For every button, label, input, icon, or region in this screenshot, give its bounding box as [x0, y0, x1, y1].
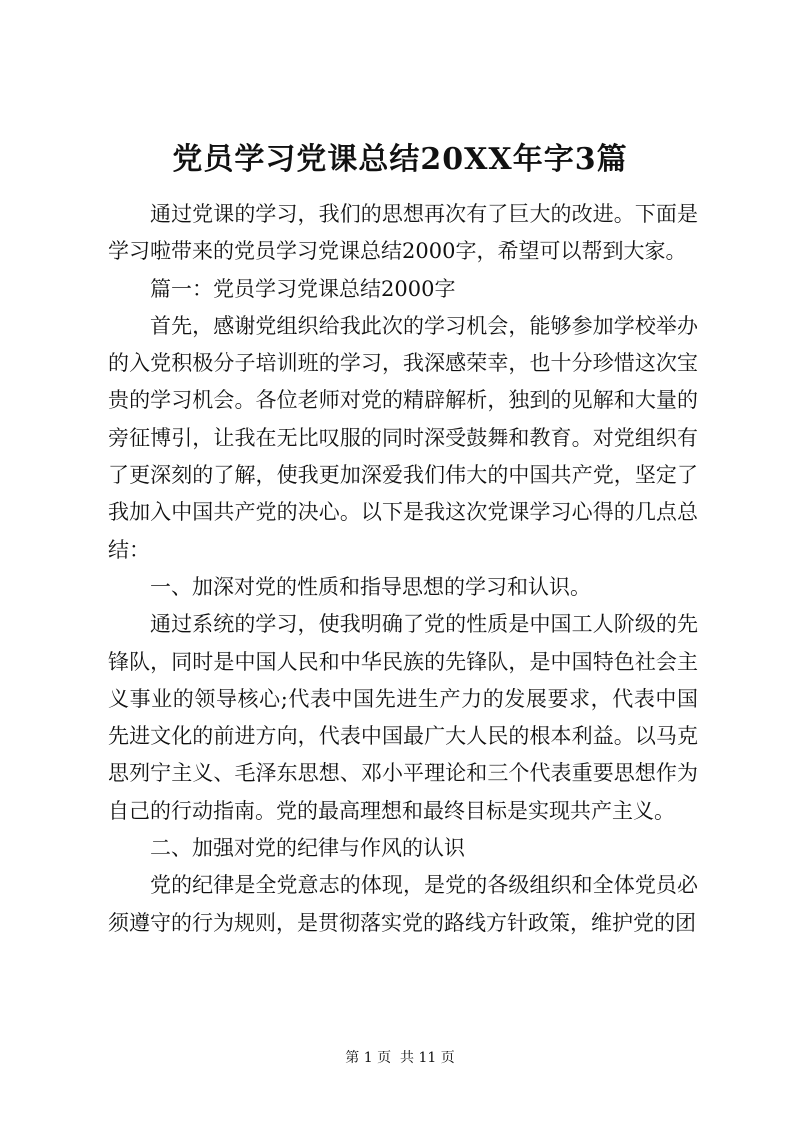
paragraph-intro: 通过党课的学习，我们的思想再次有了巨大的改进。下面是学习啦带来的党员学习党课总结2000字，希望可以帮到大家。: [108, 202, 698, 264]
paragraph-party-nature: 通过系统的学习，使我明确了党的性质是中国工人阶级的先锋队，同时是中国人民和中华民族的先锋队，是中国特色社会主义事业的领导核心;代表中国先进生产力的发展要求，代表中国先进文化的前进方向，代表中国最广大人民的根本利益。以马克思列宁主义、毛泽东思想、邓小平理论和三个代表重要思想作为自己的行动指南。党的最高理想和最终目标是实现共产主义。: [108, 612, 698, 823]
document-body: [108, 196, 698, 942]
document-title: 党员学习党课总结20XX年字3篇: [172, 142, 628, 177]
page-number: 第 1 页 共 11 页: [345, 1050, 455, 1066]
paragraph-heading-2: 二、加强对党的纪律与作风的认识: [150, 836, 465, 861]
paragraph-opening: 首先，感谢党组织给我此次的学习机会，能够参加学校举办的入党积极分子培训班的学习，我深感荣幸，也十分珍惜这次宝贵的学习机会。各位老师对党的精辟解析，独到的见解和大量的旁征博引，让我在无比叹服的同时深受鼓舞和教育。对党组织有了更深刻的了解，使我更加深爱我们伟大的中国共产党，坚定了我加入中国共产党的决心。以下是我这次党课学习心得的几点总结：: [108, 313, 698, 562]
page-footer: [0, 1048, 800, 1068]
paragraph-heading-1: 一、加深对党的性质和指导思想的学习和认识。: [150, 574, 591, 599]
paragraph-party-discipline: 党的纪律是全党意志的体现，是党的各级组织和全体党员必须遵守的行为规则，是贯彻落实党的路线方针政策，维护党的团: [108, 873, 698, 935]
paragraph-section-heading-1: 篇一：党员学习党课总结2000字: [150, 276, 456, 301]
